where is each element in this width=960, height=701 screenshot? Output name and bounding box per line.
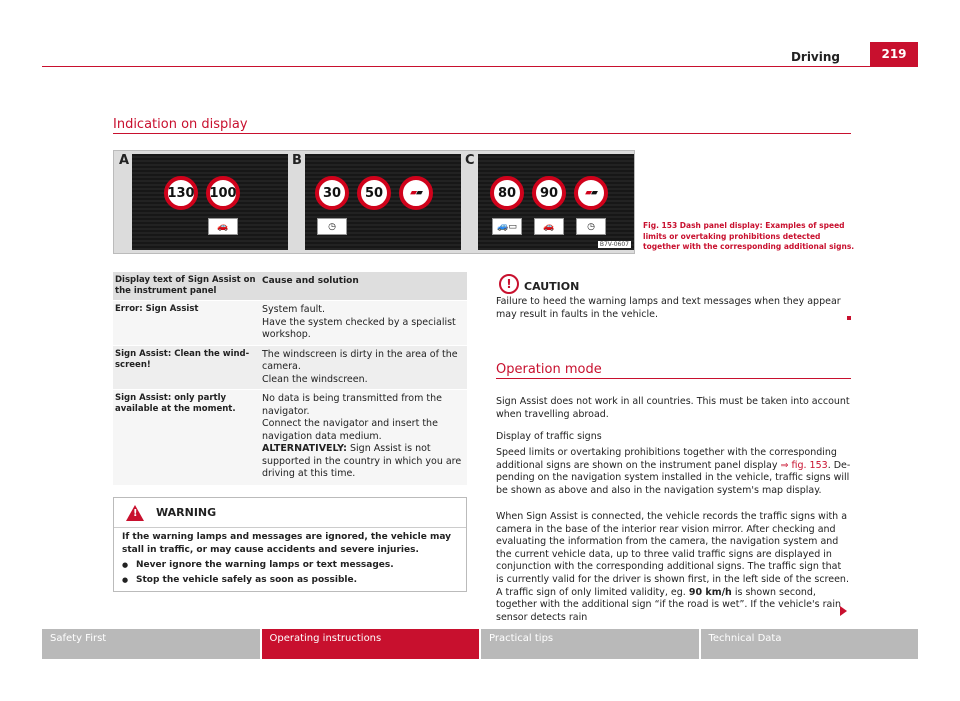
text-run: Speed limits or overtaking prohibitions together with the corresponding additional signs are shown on the instrument panel display bbox=[496, 447, 837, 471]
table-row bbox=[113, 301, 467, 346]
table-header-col2: Cause and solution bbox=[262, 276, 359, 286]
paragraph-display bbox=[496, 447, 851, 497]
figure-link[interactable]: ⇒ fig. 153 bbox=[780, 459, 828, 471]
section-title-operation-mode: Operation mode bbox=[496, 362, 602, 377]
table-cell-cause bbox=[258, 390, 467, 485]
text-run: is shown second, together with the additional sign “if the road is wet”. If the vehicle's rain sensor detects rain bbox=[496, 586, 841, 623]
speed-sign: 30 bbox=[315, 176, 349, 210]
warning-triangle-icon: ! bbox=[126, 505, 144, 521]
table-row bbox=[113, 346, 467, 391]
table-row bbox=[113, 390, 467, 486]
text-run: When Sign Assist is connected, the vehicle records the traffic signs with a camera in the base of the interior rear vision mirror. After checking and evaluating the information from the camera, the navigation system and the current vehicle data, up to three valid traffic signs are displayed in conjunction with the corresponding additional signs. The traffic sign that is currently valid for the driver is shown first, in the left side of the screen. A traffic sign of only limited validity, eg. bbox=[496, 511, 849, 598]
table-cell-line: The windscreen is dirty in the area of the camera. bbox=[262, 348, 458, 372]
section-rule bbox=[496, 378, 851, 379]
footer-tab-safety-first[interactable]: Safety First bbox=[42, 629, 260, 659]
section-rule bbox=[113, 133, 851, 134]
warning-bullet: ● Stop the vehicle safely as soon as possible. bbox=[122, 574, 458, 587]
subheading-display-traffic-signs: Display of traffic signs bbox=[496, 431, 602, 442]
display-panel-a bbox=[132, 154, 288, 250]
clock-icon: ◷ bbox=[576, 218, 606, 235]
warning-title: WARNING bbox=[156, 506, 217, 519]
sign-assist-table bbox=[113, 272, 467, 486]
car-icon: 🚗 bbox=[208, 218, 238, 235]
paragraph-countries: Sign Assist does not work in all countries. This must be taken into account when travelling abroad. bbox=[496, 396, 850, 420]
panel-letter-b: B bbox=[292, 153, 302, 168]
table-cell-line: Clean the windscreen. bbox=[262, 373, 368, 385]
panel-letter-c: C bbox=[465, 153, 475, 168]
section-title-indication: Indication on display bbox=[113, 117, 248, 132]
speed-sign: 130 bbox=[164, 176, 198, 210]
footer-nav bbox=[42, 629, 918, 659]
table-cell-line bbox=[262, 443, 463, 481]
footer-tab-operating-instructions[interactable]: Operating instructions bbox=[262, 629, 480, 659]
table-cell-line: Connect the navigator and insert the navigation data medium. bbox=[262, 418, 438, 442]
warning-bullet: ● Never ignore the warning lamps or text messages. bbox=[122, 559, 458, 572]
footer-tab-practical-tips[interactable]: Practical tips bbox=[481, 629, 699, 659]
speed-sign: 100 bbox=[206, 176, 240, 210]
speed-value: 90 km/h bbox=[688, 586, 732, 598]
alternatively-label: ALTERNATIVELY: bbox=[262, 443, 347, 454]
table-cell-line: Have the system checked by a specialist workshop. bbox=[262, 316, 456, 340]
warning-body bbox=[114, 528, 466, 590]
dash-display-figure bbox=[113, 150, 635, 254]
car-icon: 🚗 bbox=[534, 218, 564, 235]
table-cell-cause bbox=[258, 346, 467, 390]
table-cell-display-text: Error: Sign Assist bbox=[115, 304, 199, 314]
figure-caption: Fig. 153 Dash panel display: Examples of speed limits or overtaking prohibitions detected together with the corresponding additional signs. bbox=[643, 221, 855, 251]
speed-sign: 90 bbox=[532, 176, 566, 210]
table-cell-line: No data is being transmitted from the navigator. bbox=[262, 393, 442, 417]
speed-sign: 50 bbox=[357, 176, 391, 210]
alternatively-text: Sign Assist is not supported in the country in which you are driving at this time. bbox=[262, 443, 462, 479]
no-overtaking-icon: ▰▰ bbox=[574, 176, 608, 210]
warning-text: If the warning lamps and messages are ignored, the vehicle may stall in traffic, or may cause accidents and severe injuries. bbox=[122, 532, 451, 555]
caution-text: Failure to heed the warning lamps and text messages when they appear may result in faults in the vehicle. bbox=[496, 296, 841, 320]
speed-sign: 80 bbox=[490, 176, 524, 210]
continue-arrow-icon bbox=[840, 606, 847, 616]
clock-icon: ◷ bbox=[317, 218, 347, 235]
paragraph-sign-assist bbox=[496, 511, 851, 624]
running-header-title: Driving bbox=[790, 50, 840, 64]
caution-exclamation-icon: ! bbox=[499, 274, 519, 294]
footer-tab-technical-data[interactable]: Technical Data bbox=[701, 629, 919, 659]
display-panel-c bbox=[478, 154, 634, 250]
display-panel-b bbox=[305, 154, 461, 250]
text-run: . Depending on the navigation system installed in the vehicle, traffic signs will be shown as above and also in the navigation system's map display. bbox=[496, 459, 851, 496]
figure-code: B7V-0607 bbox=[599, 241, 629, 248]
table-cell-cause bbox=[258, 301, 467, 345]
header-rule bbox=[42, 66, 918, 67]
table-cell-line: System fault. bbox=[262, 304, 326, 315]
table-header-col1: Display text of Sign Assist on the instrument panel bbox=[115, 275, 256, 296]
no-overtaking-icon: ▰▰ bbox=[399, 176, 433, 210]
caution-title: CAUTION bbox=[524, 280, 580, 293]
car-trailer-icon: 🚙▭ bbox=[492, 218, 522, 235]
table-cell-display-text: Sign Assist: Clean the windscreen! bbox=[115, 348, 250, 370]
table-cell-display-text: Sign Assist: only partly available at the moment. bbox=[115, 393, 236, 414]
warning-header bbox=[114, 498, 466, 528]
warning-box bbox=[113, 497, 467, 592]
panel-letter-a: A bbox=[119, 153, 130, 168]
page-number: 219 bbox=[870, 42, 918, 66]
end-mark-icon bbox=[847, 316, 851, 320]
table-header-row bbox=[113, 272, 467, 301]
